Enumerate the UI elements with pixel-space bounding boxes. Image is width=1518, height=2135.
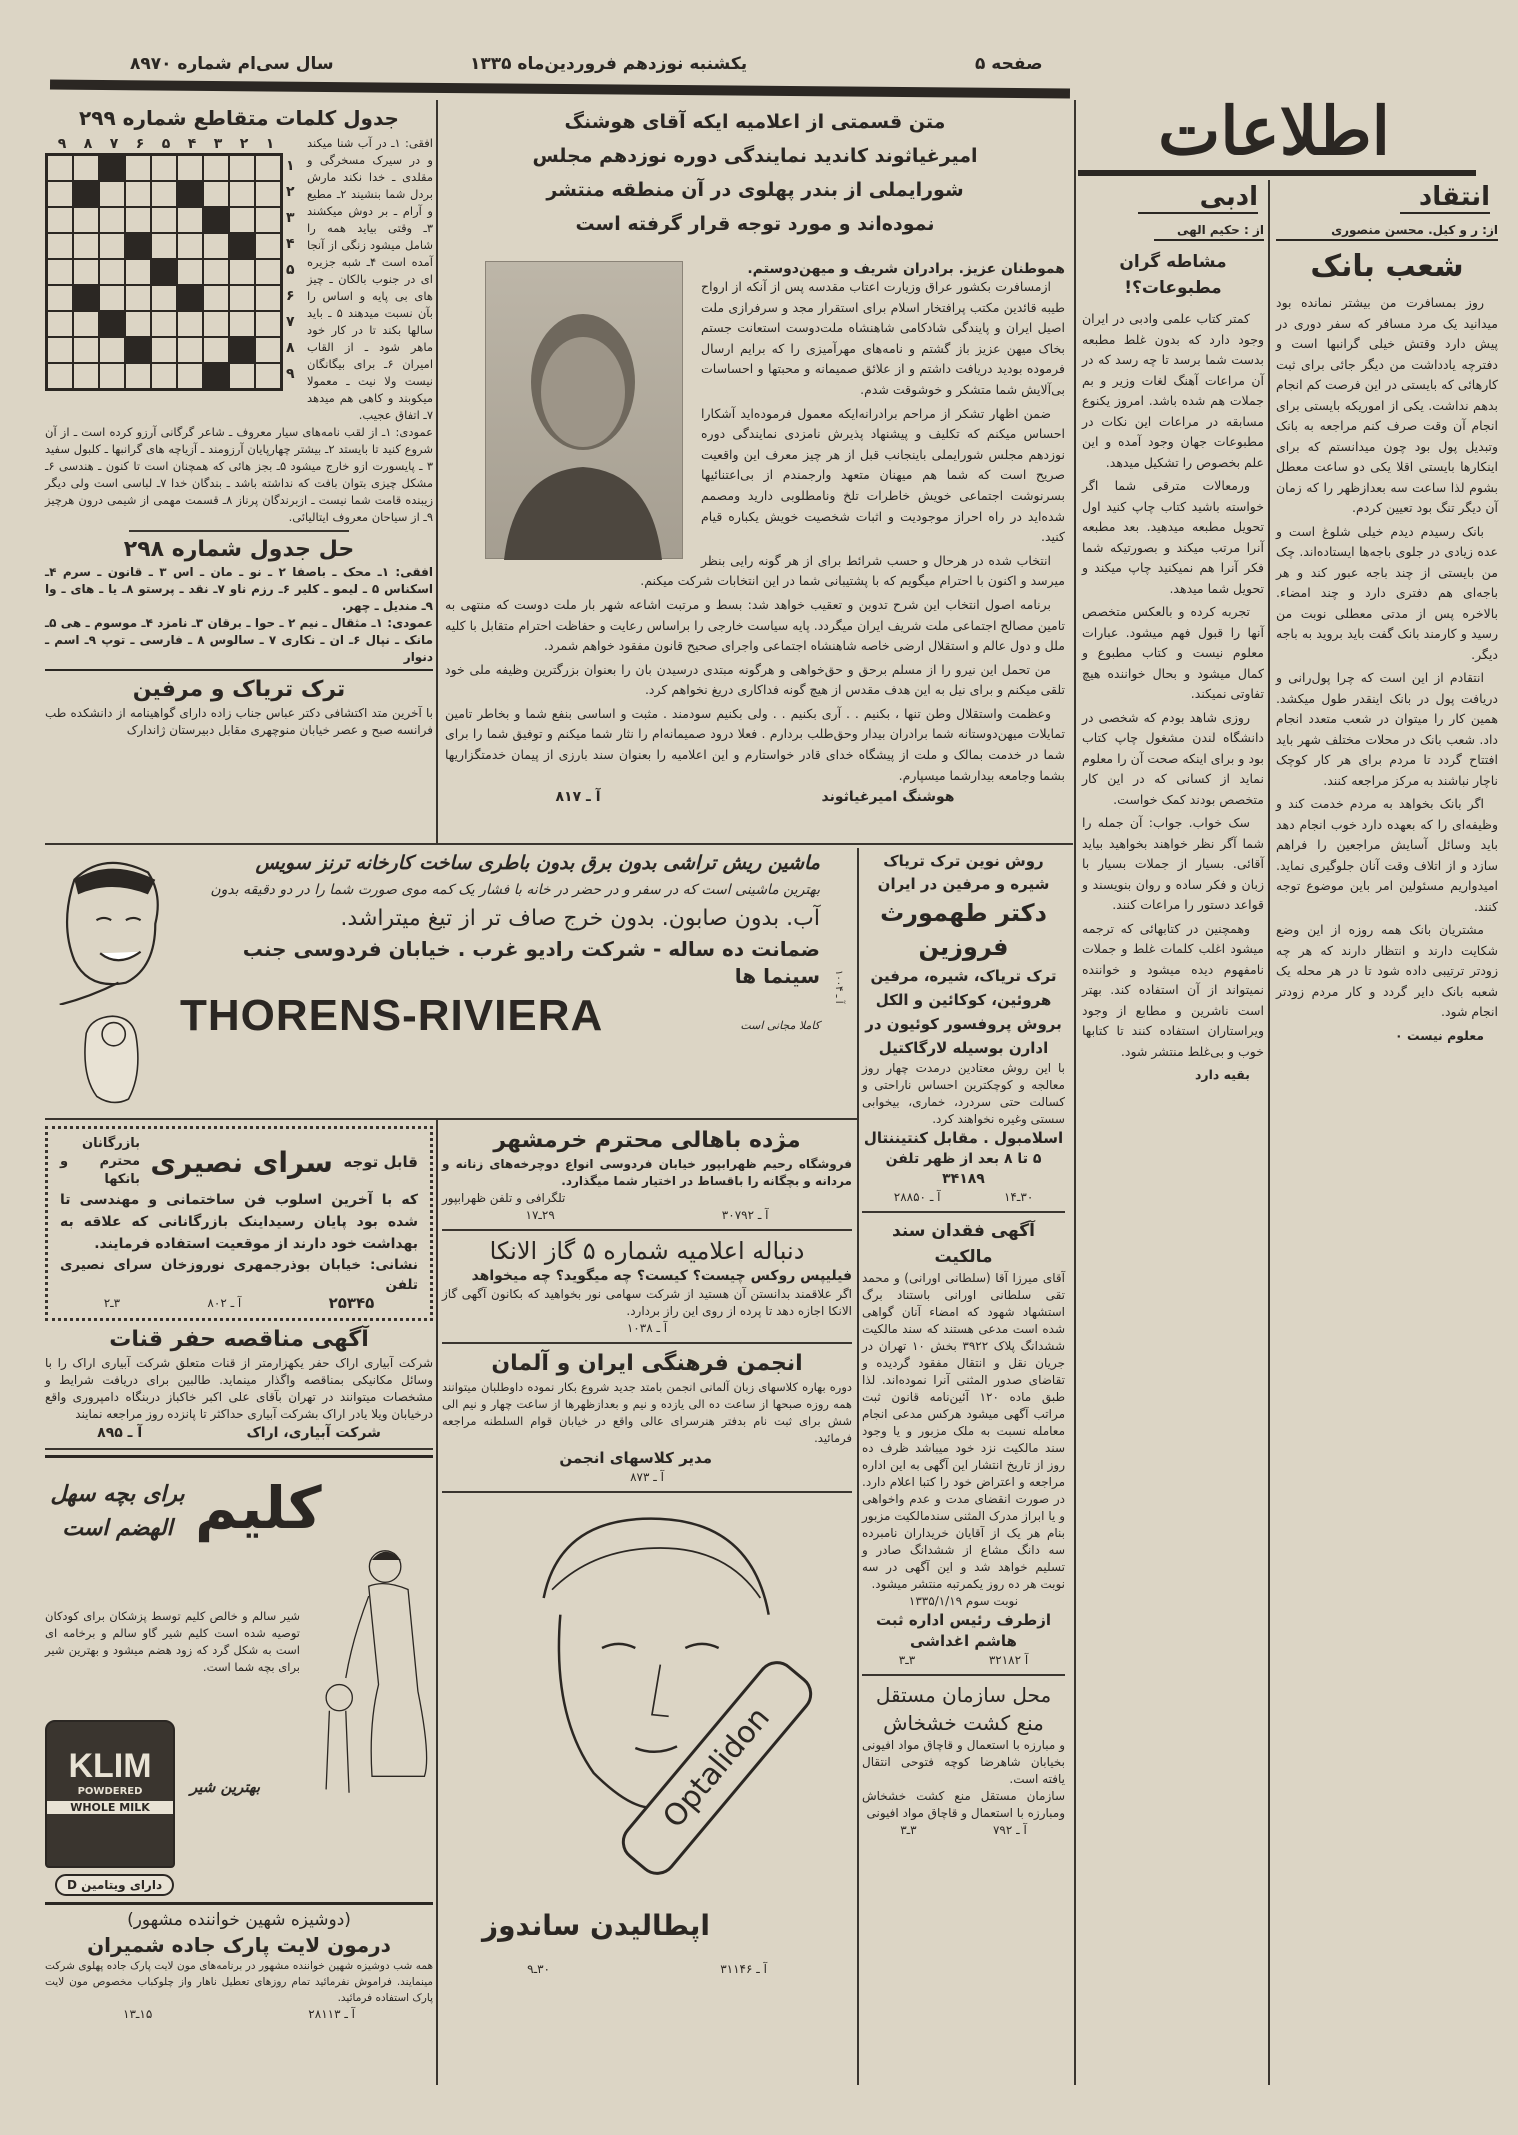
column-number: ۵ <box>161 136 171 152</box>
paragraph: اگر بانک بخواهد به مردم خدمت کند و وظیفه‌ای را که بعهده دارد خوب انجام دهد باید وسائل آسایش مراجعین را فراهم سازد و از اتلاف وقت آنان جلوگیری نماید. امیدواریم مسئولین امر باین موضوع توجه کنند. <box>1276 796 1498 914</box>
ad-title: دنباله اعلامیه شماره ۵ گاز الانکا <box>489 1237 805 1265</box>
ad-code: ۳۰ـ۱۴ <box>1003 1190 1034 1204</box>
crossword-cell[interactable] <box>99 363 125 389</box>
left-ads-column <box>45 1126 433 2023</box>
crossword-cell[interactable] <box>255 285 281 311</box>
crossword-cell[interactable] <box>151 181 177 207</box>
notice-text: آقای میرزا آقا (سلطانی اورانی) و محمد تقی سلطانی اورانی باستناد برگ استشهاد شهود که امضاء آنان گواهی شده است مدعی هستند که سند مالکیت ششدانگ پلاک ۳۹۲۲ بخش ۱۰ تهران در جریان نقل و انتقال مفقود گردیده و تقاضای صدور المثنی آنرا نموده‌اند. لذا طبق ماده ۱۲۰ آئین‌نامه قانون ثبت مراتب آگهی میشود هرکس مدعی انجام معامله نسبت به ملک مزبور و یا وجود سند مالکیت نزد خود میباشد ظرف ده روز از تاریخ انتشار این آگهی به این اداره مراجعه و اعتراض خود را کتبا اعلام دارد. در صورت انقضای مدت و عدم واخواهی و یا ابراز مدرک المثنی سندمالکیت مزبور بنام هر یک از آقایان خریداران نامبرده سه دانگ مشاع از ششدانگ صادر و تسلیم خواهد شد و این آگهی در سه نوبت هر ده روز یکمرتبه منتشر میشود. <box>862 1271 1066 1591</box>
row-number: ۱ <box>286 158 295 174</box>
headline: متن قسمتی از اعلامیه ایکه آقای هوشنگ امیرغیاثوند کاندید نمایندگی دوره نوزدهم مجلس شورایملی از بندر پهلوی در آن منطقه منتشر نموده‌اند و مورد توجه قرار گرفته است <box>532 111 978 235</box>
crossword-cell[interactable] <box>203 233 229 259</box>
column-divider <box>1268 180 1270 2085</box>
hours-phone: ۵ تا ۸ بعد از ظهر تلفن ۳۴۱۸۹ <box>885 1151 1042 1187</box>
crossword-grid[interactable] <box>45 153 283 391</box>
ad-text: که با آخرین اسلوب فن ساختمانی و مهندسی تا شده بود پایان رسیداینک بازرگانانی که علاقه به بهداشت خود دارند از موقعیت استفاده فرمایند. <box>60 1192 418 1252</box>
notice-date: نوبت سوم ۱۳۳۵/۱/۱۹ <box>908 1594 1019 1608</box>
crossword-cell[interactable] <box>177 233 203 259</box>
paragraph: وعظمت واستقلال وطن تنها ، بکنیم . . آری بکنیم . . ولی بکنیم سودمند . مثبت و اساسی بنفع شما و بخاطر تامین تمایلات میهن‌دوستانه شما برادران بیدار وحق‌طلب بردارم . فعلا درود صمیمانه‌ام را نثار شما میکنم و توفیق شما را برای شما در خدمت بمالک و ملت از پیشگاه خدای قادر خواستارم و این اعلامیه را بعنوان سند بارزی از پیمان خدمتگزاریها بشما وجامعه بیدارشما میسپارم. <box>445 705 1065 783</box>
crossword-cell[interactable] <box>47 207 73 233</box>
crossword-cell[interactable] <box>99 259 125 285</box>
ad-codes <box>862 1652 1065 1669</box>
ad-code: ۳ـ۲ <box>103 1296 121 1310</box>
signer-title: ازطرف رئیس اداره ثبت <box>875 1611 1052 1629</box>
crossword-cell[interactable] <box>177 363 203 389</box>
paragraph: روز بمسافرت من بیشتر نمانده بود میدانید یک مرد مسافر که سفر دوری در پیش دارد وقتش خیلی گرانبها است و دفترچه یادداشت من دیگر جائی برای ثبت کارهائی که بایستی در این فرصت کم انجام بدهم نداشت. یکی از اموریکه بایستی برای انجام آن وقت صرف کنم مراجعه به بانک وتبدیل پول بود چون میدانستم که برای اینکارها بایستی اقلا یکی دو ساعت معطل بشوم لذا ساعت سه بعدازظهر را که زمان آن دیگر تنگ بود تعیین کردم. <box>1276 295 1498 515</box>
issue-date: یکشنبه نوزدهم فروردین‌ماه ۱۳۳۵ <box>470 54 748 74</box>
divider <box>862 1674 1065 1676</box>
notice-text: و مبارزه با استعمال و قاچاق مواد افیونی بخیابان شاهرضا کوچه فتوحی انتقال یافته است. <box>862 1738 1065 1786</box>
crossword-black-cell <box>229 337 255 363</box>
column-number: ۳ <box>213 136 223 152</box>
crossword-cell[interactable] <box>47 181 73 207</box>
notice-text: شرکت آبیاری اراک حفر یکهزارمتر از قنات متعلق شرکت آبیاری اراک را با وسائل مکانیکی بمناقصه واگذار مینماید. طالبین برای دریافت شرایط و مشخصات میتوانند در تهران بآقای علی اکبر خاکباز دربنگاه دامپروری واقع درخیابان ویلا یادر اراک بشرکت آبیاری حداکثر تا پانزده روز مراجعه نمایند <box>45 1356 433 1421</box>
crossword-cell[interactable] <box>151 207 177 233</box>
crossword-cell[interactable] <box>151 311 177 337</box>
ad-intro: روش نوین ترک تریاک شیره و مرفین در ایران <box>877 852 1050 893</box>
crossword-cell[interactable] <box>125 311 151 337</box>
can-brand: KLIM <box>68 1747 152 1785</box>
article-end: بقیه دارد <box>1194 1067 1250 1082</box>
crossword-cell[interactable] <box>177 337 203 363</box>
ad-codes <box>442 1961 852 1978</box>
ad-code: ۳ـ۳ <box>898 1653 916 1667</box>
row-number: ۶ <box>286 288 295 304</box>
crossword-cell[interactable] <box>255 363 281 389</box>
business-name: سرای نصیری <box>150 1145 333 1179</box>
paragraph: ضمن اظهار تشکر از مراحم برادرانه‌ایکه معمول فرموده‌اید آشکارا احساس میکنم که تکلیف و پیشنهاد پذیرش نامزدی نمایندگی دوره نوزدهم مجلس شورایملی باینجانب قبل از هر چیز معرف این واقعیت صریح است که شما هم میهنان متعهد وارجمندم از بی‌اعتنائیها بسرنوشت اجتماعی خویش خاطرات تلخ ونامطلوبی دارید ومصمم شده‌اید در راه احراز موجودیت و اثبات شخصیت خویش یکباره قیام کنید. <box>701 405 1065 545</box>
crossword-section <box>45 105 433 739</box>
ad-codes <box>60 1295 418 1312</box>
crossword-cell[interactable] <box>73 233 99 259</box>
row-number: ۴ <box>286 236 295 252</box>
ad-text: همه شب دوشیزه شهین خواننده مشهور در برنامه‌های مون لایت پارک جاده پهلوی شرکت مینمایند. فراموش نفرمائید تمام روزهای تعطیل ناهار واز چلوکباب مخصوص مون لایت پارک استفاده فرمائید. <box>45 1960 433 2004</box>
audience: بازرگانان محترم و بانکها <box>60 1136 141 1187</box>
column-divider <box>436 1120 438 2085</box>
klim-ad <box>45 1455 433 1905</box>
ad-code: آ ـ ۸۰۲ <box>207 1296 242 1310</box>
solution-title: حل جدول شماره ۲۹۸ <box>123 537 355 562</box>
crossword-cell[interactable] <box>47 233 73 259</box>
crossword-cell[interactable] <box>151 337 177 363</box>
klim-slogan: برای بچه سهل الهضم است <box>50 1482 185 1541</box>
crossword-cell[interactable] <box>229 285 255 311</box>
opium-ad-title: ترک تریاک و مرفین <box>132 677 346 702</box>
critique-column <box>1276 182 1498 1049</box>
paragraph: بانک رسیدم دیدم خیلی شلوغ است و عده زیادی در جلوی باجه‌ها ایستاده‌اند. چک من بایستی از چند باجه عبور کند و هر باجه‌ای هم دفتری دارد و چند امضاء. بالاخره پس از مدتی معطلی نوبت من رسید و کارمند بانک گفت باید بروید به باجه دیگر. <box>1276 523 1498 662</box>
crossword-cell[interactable] <box>47 155 73 181</box>
crossword-cell[interactable] <box>99 233 125 259</box>
tender-notice <box>45 1325 433 1443</box>
crossword-block <box>45 135 299 391</box>
thorens-warranty: ضمانت ده ساله - شرکت رادیو غرب . خیابان فردوسی جنب سینما ها <box>242 937 820 988</box>
solution-across: افقی: ۱ـ محک ـ باصفا ۲ ـ نو ـ مان ـ اس ۳ ـ قانون ـ سرم ۴ـ اسکناس ۵ ـ لیمو ـ کلیر ۶ـ رزم ناو ۷ـ نقد ـ پرستو ۸ـ یا ـ های ـ وا ۹ـ مندیل ـ چهر. <box>45 565 433 613</box>
crossword-cell[interactable] <box>125 285 151 311</box>
paragraph: روزی شاهد بودم که شخصی در دانشگاه لندن مشغول چاپ کتاب بود و برای اینکه صحت آن را معلوم نماید از کسانی که در این کار متخصص بودند کمک خواست. <box>1082 709 1264 807</box>
ad-code: آ ـ ۲۸۱۱۳ <box>308 2007 356 2021</box>
crossword-black-cell <box>229 233 255 259</box>
crossword-cell[interactable] <box>125 207 151 233</box>
crossword-black-cell <box>125 233 151 259</box>
mother-child-illustration <box>313 1468 431 1888</box>
divider <box>45 1448 433 1450</box>
address: اسلامبول . مقابل کنتیننتال <box>863 1129 1064 1147</box>
crossword-cell[interactable] <box>47 337 73 363</box>
section-divider <box>45 1118 857 1120</box>
article-title: مشاطه گران مطبوعات؟! <box>1119 252 1227 298</box>
portrait-icon <box>484 262 682 560</box>
paragraph: من تحمل این نیرو را از مسلم برحق و حق‌خواهی و هرگونه مبتدی درسیدن بان را بعنوان بزرگترین وظیفه ملی خود تلقی میکنم و برای نیل به این هدف مقدس از هیچ گونه فداکاری دریغ نخواهم کرد. <box>445 661 1065 698</box>
can-label: POWDERED <box>77 1786 143 1797</box>
crossword-cell[interactable] <box>255 259 281 285</box>
crossword-cell[interactable] <box>151 285 177 311</box>
column-number: ۲ <box>239 136 249 152</box>
ad-codes <box>862 1189 1065 1206</box>
ad-code: ۳ـ۳ <box>900 1823 917 1837</box>
crossword-black-cell <box>151 259 177 285</box>
ad-code: آ ـ ۳۰۷۹۲ <box>721 1208 769 1222</box>
crossword-cell[interactable] <box>229 259 255 285</box>
smiling-man-illustration <box>45 850 170 1005</box>
ad-text: دوره بهاره کلاسهای زبان آلمانی انجمن بامتد جدید شروع بکار نموده داوطلبان میتوانند همه روزه صبحها از ساعت ده الی یازده و نیم و بعدازظهرها از ساعت چهار و نیم الی شش برای ثبت نام بدفتر هنرسرای عالی واقع در خیابان قوام السلطنه مراجعه فرمائید. <box>442 1380 852 1445</box>
row-number: ۹ <box>286 366 295 382</box>
sign: شرکت آبیاری، اراک <box>246 1425 381 1441</box>
doctor-name: دکتر طهمورث فروزین <box>880 899 1047 961</box>
crossword-cell[interactable] <box>177 259 203 285</box>
crossword-cell[interactable] <box>229 207 255 233</box>
khorramshahr-ad <box>442 1126 852 1224</box>
column-numbers <box>45 135 283 153</box>
address: نشانی: خیابان بوذرجمهری نوروزخان سرای نصیری تلفن <box>60 1257 418 1293</box>
masthead-rule <box>1078 170 1476 176</box>
vitamin-badge: دارای ویتامین D <box>55 1874 174 1896</box>
middle-ads-column <box>442 1126 852 1978</box>
paragraph: ورمعالات مترقی شما اگر خواسته باشید کتاب چاپ کنید اول تحویل مطبعه میدهید. بعد مطبعه آنرا مرتب میکند و بصورتیکه شما فکر آنرا هم نمیکنید چاپ میکند و تحویل شما میدهد. <box>1082 478 1264 596</box>
divider <box>442 1491 852 1493</box>
ad-code: آ ـ ۱۰۰۴ <box>833 970 844 1004</box>
column-divider <box>436 100 438 845</box>
ad-title: انجمن فرهنگی ایران و آلمان <box>491 1351 803 1376</box>
crossword-cell[interactable] <box>47 285 73 311</box>
paragraph: انتخاب شده در هرحال و حسب شرائط برای از هر گونه رایی بنظر میرسد و اکنون با احترام میگویم که با پشتیبانی شما در این انتخابات شرکت میکنم. <box>640 552 1065 589</box>
column-number: ۹ <box>57 136 67 152</box>
thorens-brand: THORENS-RIVIERA <box>180 991 604 1040</box>
row-numbers <box>283 153 299 391</box>
ad-code: ۱۵ـ۱۳ <box>123 2007 153 2021</box>
treatments: ترک تریاک، شیره، مرفین هروئین، کوکائین و الکل بروش پروفسور کوئیون در ادارن بوسیله لارگاکتیل <box>865 967 1062 1057</box>
crossword-cell[interactable] <box>255 155 281 181</box>
row-number: ۸ <box>286 340 295 356</box>
ad-text: با این روش معتادین درمدت چهار روز معالجه و کوچکترین احساس ناراحتی و کسالت حتی سردرد، خماری، بیخوابی سستی وغیره نخواهند کرد. <box>862 1061 1065 1126</box>
crossword-cell[interactable] <box>177 155 203 181</box>
crossword-cell[interactable] <box>203 285 229 311</box>
attention-label: قابل توجه <box>343 1153 418 1171</box>
ad-code: آ ـ ۸۹۵ <box>97 1425 143 1441</box>
crossword-black-cell <box>125 337 151 363</box>
crossword-black-cell <box>177 285 203 311</box>
crossword-cell[interactable] <box>73 155 99 181</box>
paragraph: سک خواب. جواب: آن جمله را شما آگر نظر خواهند بخواهید بیاید آقائی. بسیار از جملات بسیار با زبان و فکر ساده و روان بنویسند و قواعد دستور را مراعات کنند. <box>1082 815 1264 912</box>
shaver-illustration <box>60 1012 160 1107</box>
section-label: ادبی <box>1138 182 1258 214</box>
deed-notice <box>862 1218 1065 1669</box>
divider <box>862 1211 1065 1213</box>
optalidon-tube: Optalidon <box>614 1653 821 1883</box>
column-number: ۸ <box>83 136 93 152</box>
crossword-black-cell <box>73 181 99 207</box>
crossword-black-cell <box>203 363 229 389</box>
ad-code: آ ـ ۲۸۸۵۰ <box>893 1190 941 1204</box>
thorens-ad <box>45 850 853 1112</box>
row-number: ۷ <box>286 314 295 330</box>
notice-title: آگهی فقدان سند مالکیت <box>892 1221 1035 1267</box>
column-number: ۷ <box>109 136 119 152</box>
poppy-org-notice <box>862 1681 1065 1839</box>
ad-text: فروشگاه رحیم ظهرابپور خیابان فردوسی انواع دوچرخه‌های زنانه و مردانه و بچگانه را باقساط در اختیار شما میگذارد. <box>442 1157 852 1188</box>
signature: هوشنگ امیرغیاثوند <box>821 789 955 806</box>
candidate-photo <box>485 261 683 559</box>
crossword-cell[interactable] <box>47 259 73 285</box>
solution-down: عمودی: ۱ـ مثقال ـ نیم ۲ ـ حوا ـ برقان ۳ـ نامزد ۴ـ موسوم ـ هی ۵ـ مانک ـ نپال ۶ـ ان ـ نکاری ۷ ـ سالوس ۸ ـ فارسی ـ توپ ۹ـ اسم ـ دنوار <box>45 615 433 671</box>
ad-subtitle: (دوشیزه شهین خواننده مشهور) <box>127 1910 351 1930</box>
crossword-cell[interactable] <box>255 181 281 207</box>
crossword-cell[interactable] <box>229 311 255 337</box>
row-number: ۲ <box>286 184 295 200</box>
crossword-cell[interactable] <box>203 259 229 285</box>
crossword-title: جدول کلمات متقاطع شماره ۲۹۹ <box>79 106 399 130</box>
crossword-cell[interactable] <box>151 363 177 389</box>
crossword-cell[interactable] <box>73 311 99 337</box>
thorens-desc: بهترین ماشینی است که در سفر و در حضر در خانه با فشار یک کمه موی صورت شما را در دو دقیقه بدون <box>210 882 820 898</box>
down-clues: عمودی: ۱ـ از لقب نامه‌های سیار معروف ـ شاعر گرگانی آرزو کرده است ـ از آن شروع کنید تا بایستد ۲ـ بیشتر چهارپایان آرزومند ـ آزیاچه های گرانبها ـ کلبول سفید ۳ ـ پایسورت ازو خارج میشود ۵ـ بجز هائی که همچنان است تا کنون ـ هندسی ۶ـ مشکل چیزی بتوان بافت که نداشته باشد ـ بندگان خدا ۷ـ لباسی است ولی دیگر زیبنده قامت شما نیست ـ ازبرندگان پرناز ۸ـ قسمت مهمی از شیمی درون هرچیز ۹ـ از سیاحان معروف ایتالیائی. <box>45 425 434 524</box>
crossword-cell[interactable] <box>125 363 151 389</box>
paragraph: برنامه اصول انتخاب این شرح تدوین و تعقیب خواهد شد: بسط و مرتبت اشاعه شهر بار ملت دوست که منتهی به تامین مصالح اجتماعی ملت شریف ایران میگردد. پایه سیاست خارجی را براساس رعایت و حفاظت احترام متقابل با کلیه ملل و دول عالم و استقلال ارضی خاصه شاهنشاه اجتماعی واجرای صحیح قانون مفقود خواهم شمرد. <box>445 596 1065 654</box>
signer-name: هاشم اغداشی <box>910 1632 1017 1650</box>
column-number: ۴ <box>187 136 197 152</box>
crossword-cell[interactable] <box>125 181 151 207</box>
crossword-cell[interactable] <box>73 363 99 389</box>
crossword-cell[interactable] <box>229 363 255 389</box>
optalidon-ad <box>442 1498 852 1978</box>
ad-text: اگر علاقمند بدانستن آن هستید از شرکت سهامی نور بخواهید که بکانون آگهی گاز الانکا اجازه دهد تا پرده از روی این راز بردارد. <box>442 1287 852 1318</box>
notice-sign: سازمان مستقل منع کشت خشخاش ومبارزه با استعمال و قاچاق مواد افیونی <box>862 1789 1065 1820</box>
article-end: معلوم نیست ۰ <box>1395 1027 1484 1043</box>
byline: از: ر و کیل. محسن منصوری <box>1276 222 1498 241</box>
tahmoures-ad <box>862 850 1065 1206</box>
crossword-cell[interactable] <box>99 207 125 233</box>
ad-code: آ ـ ۸۷۳ <box>630 1470 664 1484</box>
ad-code: آ ـ ۱۰۳۸ <box>626 1321 668 1335</box>
crossword-cell[interactable] <box>203 155 229 181</box>
sarai-nasiri-ad <box>45 1126 433 1321</box>
statement-article <box>445 105 1065 805</box>
section-divider <box>45 843 1073 845</box>
ad-sign: مدیر کلاسهای انجمن <box>559 1449 712 1467</box>
crossword-cell[interactable] <box>99 181 125 207</box>
issue-number: سال سی‌ام شماره ۸۹۷۰ <box>130 54 334 74</box>
column-divider <box>857 848 859 2085</box>
ad-codes <box>442 1207 852 1224</box>
masthead-logo: اطلاعات <box>1158 92 1390 170</box>
ad-code: ۳۰ـ۹ <box>527 1962 550 1976</box>
crossword-cell[interactable] <box>177 311 203 337</box>
ad-code: آ ۳۲۱۸۲ <box>988 1653 1029 1667</box>
column-number: ۱ <box>265 136 275 152</box>
crossword-cell[interactable] <box>73 207 99 233</box>
divider <box>442 1342 852 1344</box>
page-number: صفحه ۵ <box>975 54 1043 74</box>
crossword-cell[interactable] <box>151 233 177 259</box>
crossword-black-cell <box>73 285 99 311</box>
salutation: هموطنان عزیز. برادران شریف و میهن‌دوستم. <box>747 261 1065 277</box>
crossword-cell[interactable] <box>151 155 177 181</box>
crossword-cell[interactable] <box>203 311 229 337</box>
crossword-cell[interactable] <box>255 337 281 363</box>
ad-title: مژده باهالی محترم خرمشهر <box>493 1128 801 1153</box>
crossword-black-cell <box>99 311 125 337</box>
divider <box>442 1229 852 1231</box>
crossword-cell[interactable] <box>47 311 73 337</box>
thorens-note: کاملا مجانی است <box>740 1019 820 1032</box>
ad-question: فیلیپس روکس چیست؟ کیست؟ چه میگوید؟ چه میخواهد <box>471 1268 852 1284</box>
paragraph: تجربه کرده و بالعکس متخصص آنها را قبول فهم میشود. عبارات معلوم نیست و کتاب مطبوع و کمال میشود و بحال خواننده هیچ تفاوتی نمیکند. <box>1082 604 1264 701</box>
klim-brand-farsi: کلیم <box>195 1474 322 1542</box>
row-number: ۵ <box>286 262 295 278</box>
gaz-alanka-ad <box>442 1236 852 1337</box>
crossword-cell[interactable] <box>229 155 255 181</box>
section-label: انتقاد <box>1400 182 1490 214</box>
crossword-black-cell <box>203 207 229 233</box>
crossword-cell[interactable] <box>125 259 151 285</box>
klim-text: شیر سالم و خالص کلیم توسط پزشکان برای کودکان توصیه شده است کلیم شیر گاو سالم و برخامه ای است به شکل گرد که زود هضم میشود و بهترین شیر برای بچه شما است. <box>45 1609 300 1674</box>
crossword-cell[interactable] <box>229 181 255 207</box>
paragraph: وهمچنین در کتابهائی که ترجمه میشود اغلب کلمات غلط و جملات نامفهوم دیده میشود و خواننده نمیتواند از آن استفاده کند. بهتر است ناشرین و مطابع از وجود ویراستاران استفاده کنند تا کتابها خوب و بی‌غلط منتشر شود. <box>1082 920 1264 1059</box>
ad-code: آ ـ ۷۹۲ <box>992 1823 1027 1837</box>
phone: ۲۵۳۴۵ <box>328 1294 375 1312</box>
paragraph: انتقادم از این است که چرا پول‌رانی و دریافت پول در بانک اینقدر طول میکشد. همین کار را میتوان در شعب متعدد انجام داد. شعب بانک در محلات مختلف شهر باید افتتاح گردد تا مردم برای هر کار کوچک ناچار نباشند به مرکز مراجعه کنند. <box>1276 670 1498 788</box>
opium-ad-text: با آخرین متد اکتشافی دکتر عباس جناب زاده دارای گواهینامه از دانشکده طب فرانسه صبح و عصر خیابان منوچهری مقابل دبیرستان ژاندارک <box>45 706 433 737</box>
across-clues: افقی: ۱ـ در آب شنا میکند و در سیرک مسخرگی و مقلدی ـ خدا نکند مارش بردل شما بنشیند ۲ـ مطیع و آرام ـ بر دوش میکشند ۳ـ وقتی بیاید همه را شامل میشود زنگی از آنجا آمده است ۴ـ شبه جزیره ای در جنوب بالکان ـ چیز های بی پایه و اساس را بآن نسبت میدهند ۵ ـ باید سالها بکند تا در کار خود ماهر شود ـ از القاب امیران ۶ـ برای بیگانگان نیست ولا نیت ـ معمولا میکوبند و کاهی هم میدهد ۷ـ اتفاق عجیب. <box>307 136 434 422</box>
crossword-black-cell <box>177 181 203 207</box>
iran-german-society-ad <box>442 1349 852 1486</box>
ad-title: درمون لایت پارک جاده شمیران <box>87 1933 391 1957</box>
klim-can <box>45 1720 175 1868</box>
crossword-cell[interactable] <box>73 337 99 363</box>
crossword-cell[interactable] <box>177 207 203 233</box>
thorens-headline: ماشین ریش تراشی بدون برق بدون باطری ساخت کارخانه ترنز سویس <box>255 852 820 874</box>
notice-title: محل سازمان مستقل منع کشت خشخاش <box>875 1683 1052 1735</box>
crossword-cell[interactable] <box>99 285 125 311</box>
optalidon-name: اپطالیدن ساندوز <box>482 1909 710 1942</box>
best-milk: بهترین شیر <box>190 1778 261 1796</box>
crossword-cell[interactable] <box>203 337 229 363</box>
crossword-cell[interactable] <box>125 155 151 181</box>
header-rule <box>50 80 1070 99</box>
can-label: WHOLE MILK <box>47 1801 173 1814</box>
telegraph: تلگرافی و تلفن ظهرابپور <box>442 1191 566 1205</box>
crossword-cell[interactable] <box>255 233 281 259</box>
literary-column <box>1082 182 1264 1089</box>
column-divider <box>1074 100 1076 2085</box>
paragraph: ازمسافرت بکشور عراق وزیارت اعتاب مقدسه پس از آنکه از ارواح طیبه قائدین مکتب پرافتخار اسلام برای استقرار مجد و سرفرازی ملت اصیل ایران و پایندگی شادکامی شاهنشاه ملت‌دوست استعانت جستم بخاک میهن عزیز باز گشتم و نامه‌های مهرآمیزی را که برایم ارسال فرموده بودید دریافت داشتم و از علائق صمیمانه و محبتها و احساسات بی‌آلایش شما متشکر و خوشوقت شدم. <box>701 279 1065 397</box>
thorens-features: آب. بدون صابون. بدون خرج صاف تر از تیغ میتراشد. <box>340 906 820 931</box>
crossword-cell[interactable] <box>99 337 125 363</box>
crossword-cell[interactable] <box>255 311 281 337</box>
ad-code: آ ـ ۳۱۱۴۶ <box>720 1962 767 1976</box>
notice-title: آگهی مناقصه حفر قنات <box>109 1327 369 1352</box>
crossword-cell[interactable] <box>73 259 99 285</box>
moonlight-park-ad <box>45 1909 433 2023</box>
divider <box>129 530 349 532</box>
ad-code: آ ـ ۸۱۷ <box>555 789 601 806</box>
row-number: ۳ <box>286 210 295 226</box>
crossword-cell[interactable] <box>47 363 73 389</box>
crossword-cell[interactable] <box>203 181 229 207</box>
crossword-black-cell <box>99 155 125 181</box>
paragraph: مشتریان بانک همه روزه از این وضع شکایت دارند و انتظار دارند که هر چه زودتر ترتیبی داده شود تا در هر محله یک شعبه بانک دایر گردد و کار مردم زودتر انجام شود. <box>1276 922 1498 1019</box>
ad-codes <box>862 1822 1065 1839</box>
paragraph: کمتر کتاب علمی وادبی در ایران وجود دارد که بدون غلط مطبعه بدست شما برسد تا چه رسد که در آن مراعات آهنگ لغات وزیر و بم جملات هم شده باشد. امروز یکنوع مسابقه در مراعات این نکات در مطبوعات جهان وجود آمده و این علم بخصوص را تشکیل میدهد. <box>1082 311 1264 470</box>
ad-code: ۲۹ـ۱۷ <box>525 1208 555 1222</box>
article-title: شعب بانک <box>1310 249 1464 284</box>
crossword-cell[interactable] <box>255 207 281 233</box>
byline: از : حکیم الهی <box>1154 222 1264 241</box>
column-number: ۶ <box>135 136 145 152</box>
ad-column <box>862 850 1065 1839</box>
ad-codes <box>45 2006 433 2023</box>
